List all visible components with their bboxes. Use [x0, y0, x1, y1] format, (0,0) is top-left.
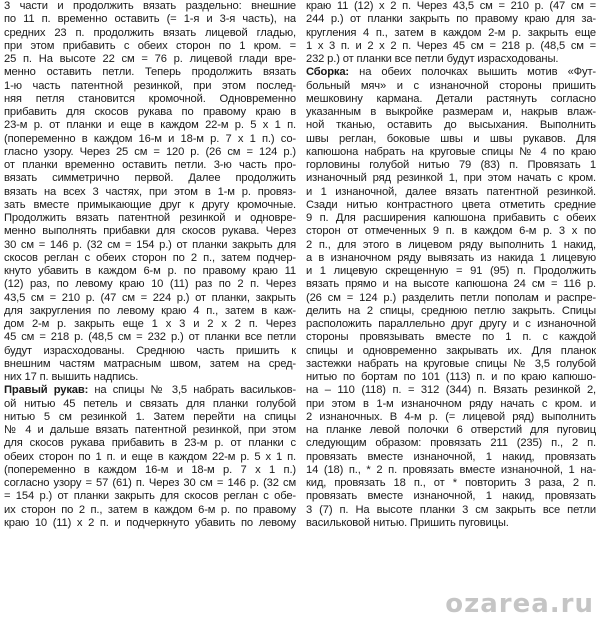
right-text-column: [306, 0, 596, 627]
text-line: провязать вместе изнаночной, 1 накид, провязать: [306, 450, 596, 463]
text-line: них 17 п. вышить надпись.: [4, 371, 139, 383]
text-line: будут израсходованы. Среднюю часть пришить к: [4, 344, 296, 357]
text-line: гласно узору. Через 25 см = 120 р. (26 см = 124 р.): [4, 145, 296, 158]
text-line: няя петля становится кромочной. Одновременно: [4, 92, 296, 105]
text-line: скосов реглан с обеих сторон по 2 п., затем подчер-: [4, 251, 296, 264]
watermark: ozarea.ru: [445, 589, 594, 619]
text-line: застежки набрать на круговые спицы № 3,5 голубой: [306, 357, 596, 370]
text-line: кругления 4 п., затем в каждом 2-м р. закрыть еще: [306, 26, 596, 39]
text-line: горловины голубой нитью 79 (83) п. Провязать 1: [306, 159, 596, 171]
text-line: 25 п. На высоте 22 см = 76 р. лицевой глади вре-: [4, 53, 296, 65]
text-line: делить на 2 спицы, среднюю петлю закрыть. Спицы: [306, 304, 596, 317]
text-line: [4, 384, 296, 397]
text-line: (попеременно в каждом 16-м и 18-м р. 7 x 1 п.) со-: [4, 132, 296, 145]
text-line: краю 11 (12) x 2 п. Через 43,5 см = 210 р. (47 см =: [306, 0, 596, 12]
text-line: кнуто убавить в каждом 6-м р. по правому краю 11: [4, 265, 296, 277]
text-line: средних 23 п. продолжить вязать лицевой гладью,: [4, 26, 296, 39]
text-line: [306, 66, 596, 79]
text-line: стороны провязывать вместе по 1 п. с каждой: [306, 331, 596, 344]
text-line: их сторон по 2 п., затем в каждом 6-м р. по правому: [4, 503, 296, 516]
text-line: провязать вместе изнаночной, 1 накид, провязать: [306, 490, 596, 503]
text-line: по 11 п. временно оставить (= 1-я и 3-я часть), на: [4, 13, 296, 26]
text-line: Сзади нитью контрастного цвета отметить средние: [306, 198, 596, 211]
text-line: зать вместе примыкающие друг к другу кромочные.: [4, 198, 296, 211]
text-line: Продолжить вязать патентной резинкой и одновре-: [4, 212, 296, 224]
text-line: нитью по бортам по 101 (113) п. и по краю капюшо-: [306, 371, 596, 383]
text-line: 23-м р. от планки и еще в каждом 22-м р. 5 x 1 п.: [4, 119, 296, 132]
text-line: № 4 и дальше вязать патентной резинкой, при этом: [4, 424, 296, 436]
text-line: васильковой нитью. Пришить пуговицы.: [306, 516, 509, 529]
text-line: а в изнаночном ряду вывязать из накида 1 лицевую: [306, 251, 596, 264]
text-line: на – 110 (118) п. = 312 (344) п. Вязать резинкой 2,: [306, 384, 596, 397]
text-line: мешковину кармана. Детали растянуть согласно: [306, 92, 596, 105]
text-line: при этом в 1-м изнаночном ряду начать с кром. и: [306, 397, 596, 410]
text-line: капюшона набрать на круговые спицы № 4 по краю: [306, 145, 596, 158]
text-line: сторон от отмеченных 9 п. в каждом 6-м р. 3 x по: [306, 225, 596, 238]
text-line: 244 р.) от планки закрыть по правому краю для за-: [306, 13, 596, 26]
text-line: следующим образом: провязать 211 (235) п., 2 п.: [306, 437, 596, 450]
text-line: менно выполнять прибавки для скосов рукава. Через: [4, 225, 296, 238]
text-line: кид, провязать 18 п., от * повторить 3 раза, 2 п.: [306, 477, 596, 489]
text-line: для закругления по левому краю 4 п., затем в каж-: [4, 304, 296, 317]
text-line: для скосов рукава прибавить в 23-м р. от планки с: [4, 437, 296, 450]
text-line: (12) раз, по левому краю 10 (11) раз по 2 п. Через: [4, 278, 296, 291]
text-line: 3 (7) п. На высоте планки 3 см закрыть все петли: [306, 503, 596, 516]
text-line: 9 п. Для расширения капюшона прибавить с обеих: [306, 212, 596, 224]
text-line: ной тканью, оставить до высыхания. Выполнить: [306, 119, 596, 132]
text-line: расположить параллельно друг другу и с изнаночной: [306, 318, 596, 330]
text-line: швы реглан, боковые швы и швы рукавов. Для: [306, 132, 596, 145]
section-text: на обеих полочках вышить мотив «Фут-: [349, 66, 596, 79]
section-heading: Правый рукав:: [4, 384, 89, 397]
text-line: нитью 5 см резинкой 1. Затем перейти на спицы: [4, 410, 296, 423]
section-heading: Сборка:: [306, 66, 350, 79]
text-line: на планке левой полочки 6 отверстий для пуговиц: [306, 424, 596, 436]
text-line: менно оставить петли. Теперь продолжить вязать: [4, 66, 296, 79]
text-line: вязать на всех 3 частях, при этом в 1-м р. провяз-: [4, 185, 296, 198]
text-line: 2 изнаночных. В 4-м р. (= лицевой ряд) выполнить: [306, 410, 596, 423]
text-line: дом 2-м р. закрыть еще 1 x 3 и 2 x 2 п. Через: [4, 318, 296, 330]
text-line: изнаночный ряд резинкой 1, при этом начать с кром.: [306, 172, 596, 185]
text-line: 30 см = 146 р. (32 см = 154 р.) от планки закрыть для: [4, 238, 296, 251]
text-line: = 154 р.) от планки закрыть для скосов реглан с обе-: [4, 490, 296, 503]
text-line: 3 части и продолжить вязать раздельно: внешние: [4, 0, 296, 12]
text-line: и 1 изнаночной, далее вязать патентной резинкой.: [306, 185, 596, 198]
text-line: 1 x 3 п. и 2 x 2 п. Через 45 см = 218 р. (48,5 см =: [306, 39, 596, 52]
text-line: согласно узору = 57 (61) п. Через 30 см = 146 р. (32 см: [4, 477, 296, 489]
text-line: 43,5 см = 210 р. (47 см = 224 р.) от планки, закрыть: [4, 291, 296, 304]
text-line: (попеременно в каждом 16-м и 18-м р. 7 x 1 п.): [4, 463, 296, 476]
text-line: при этом прибавить с обеих сторон по 1 кром. =: [4, 39, 296, 52]
text-line: прибавить для скосов рукава по правому краю в: [4, 106, 296, 118]
text-line: вязать прямо и на высоте капюшона 24 см = 116 р.: [306, 278, 596, 291]
section-text: на спицы № 3,5 набрать васильков-: [88, 384, 296, 397]
text-line: краю 10 (11) x 2 п. и подчеркнуто убавить по левому: [4, 516, 296, 529]
text-line: и 1 лицевую скрещенную = 91 (95) п. Продолжить: [306, 265, 596, 277]
text-line: ой нитью 45 петель и связать для планки голубой: [4, 397, 296, 410]
text-line: обеих сторон по 1 п. и еще в каждом 22-м р. 5 x 1 п.: [4, 450, 296, 463]
text-line: больный мяч» и с изнаночной стороны пришить: [306, 79, 596, 92]
text-line: спицы и одновременно закрывать их. Для планок: [306, 344, 596, 357]
text-line: указанным в выкройке размерам и, накрыв влаж-: [306, 106, 596, 118]
text-line: внешним частям матрасным швом, затем на сред-: [4, 357, 296, 370]
text-line: 232 р.) от планки все петли будут израсходованы.: [306, 53, 559, 65]
text-line: 1-ю часть патентной резинкой, при этом послед-: [4, 79, 296, 92]
left-text-column: [4, 0, 296, 627]
text-line: (26 см = 124 р.) разделить петли пополам и распре-: [306, 291, 596, 304]
text-line: вязать симметрично первой. Далее продолжить: [4, 172, 296, 185]
text-line: 45 см = 218 р. (48,5 см = 232 р.) от планки все петли: [4, 331, 296, 344]
text-line: 14 (18) п., * 2 п. провязать вместе изнаночной, 1 на-: [306, 463, 596, 476]
text-line: 2 п., для этого в лицевом ряду выполнить 1 накид,: [306, 238, 596, 251]
text-line: от планки временно оставить петли. 3-ю часть про-: [4, 159, 296, 171]
